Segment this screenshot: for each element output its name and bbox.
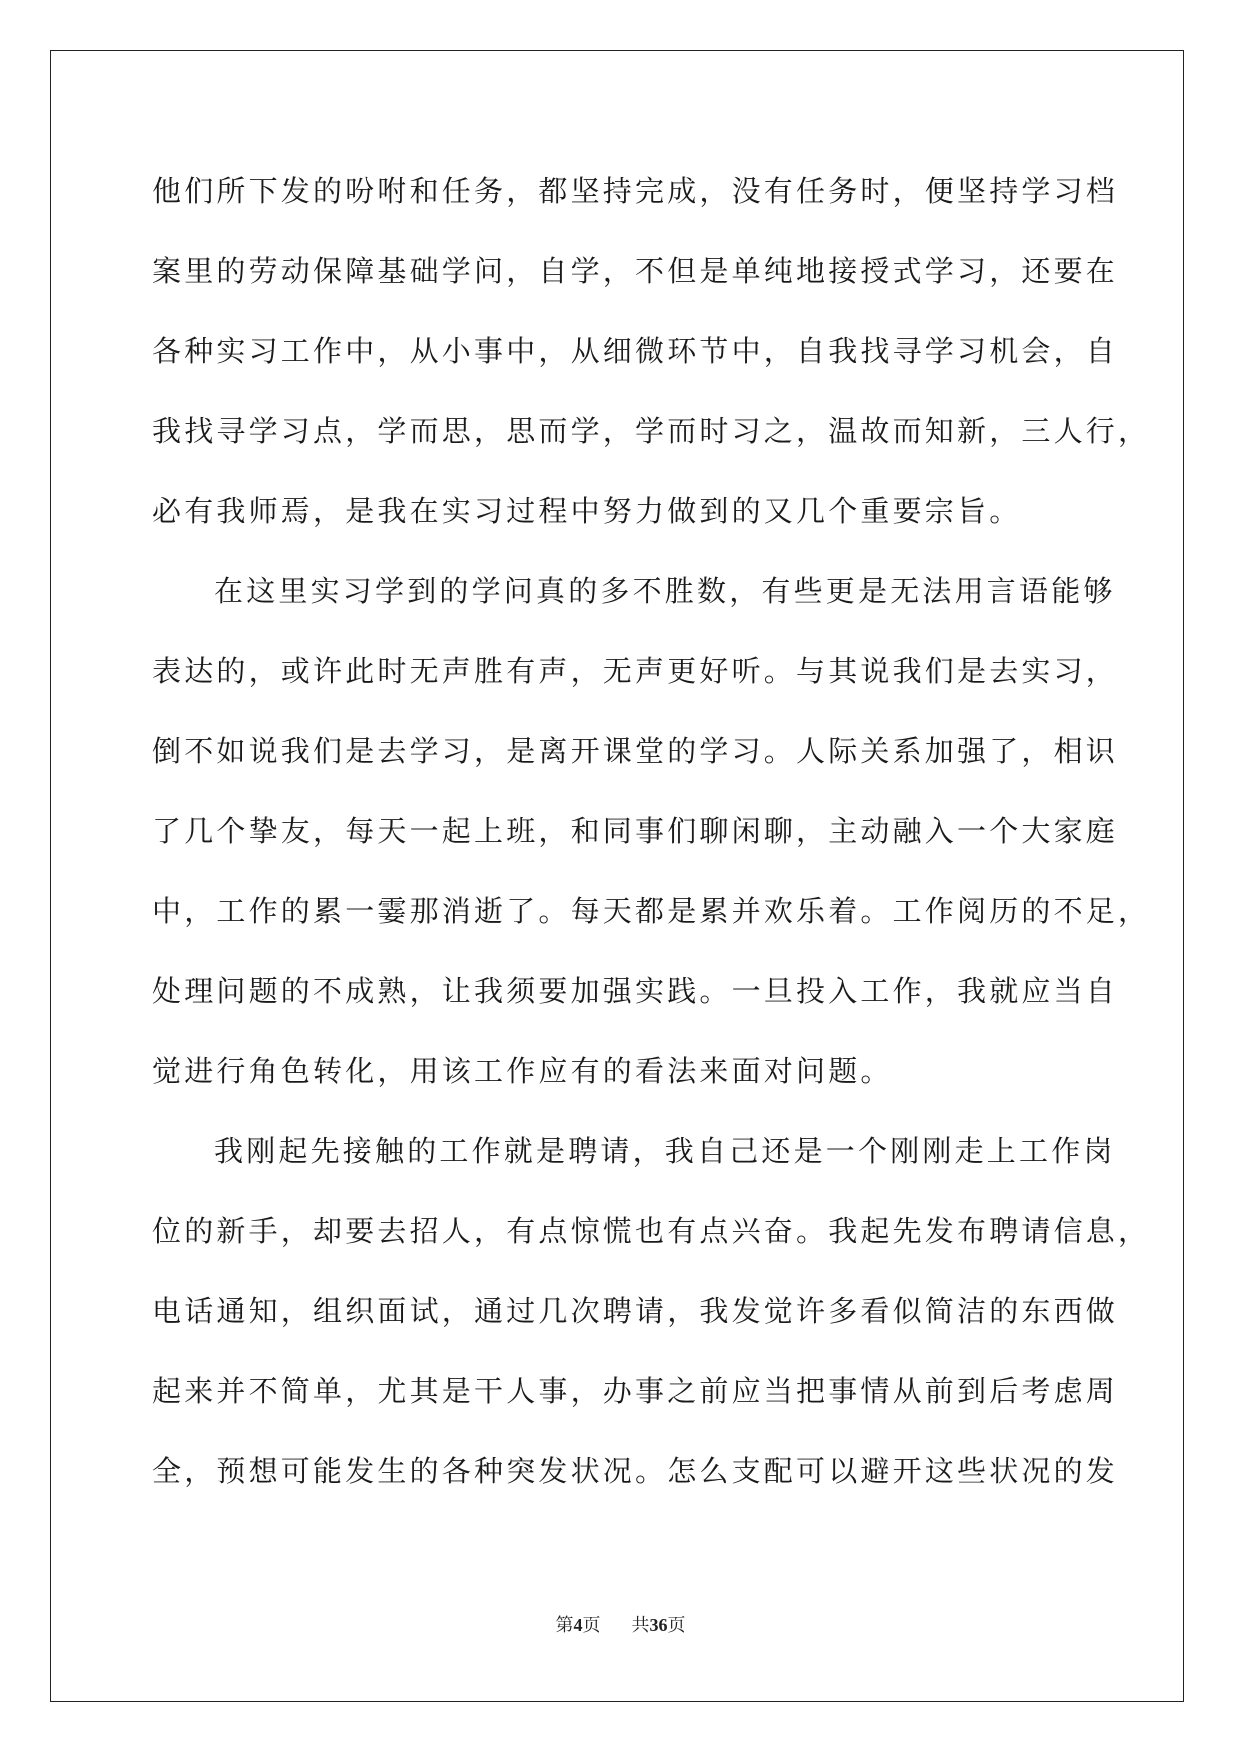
text-line: 中，工作的累一霎那消逝了。每天都是累并欢乐着。工作阅历的不足，	[152, 894, 1151, 928]
page-footer	[0, 1613, 1241, 1637]
text-line: 我找寻学习点，学而思，思而学，学而时习之，温故而知新，三人行，	[152, 414, 1151, 448]
total-prefix: 共	[631, 1615, 650, 1635]
current-page: 4	[573, 1615, 583, 1635]
text-line: 各种实习工作中，从小事中，从细微环节中，自我找寻学习机会，自	[152, 334, 1119, 368]
text-line: 处理问题的不成熟，让我须要加强实践。一旦投入工作，我就应当自	[152, 974, 1119, 1008]
total-page-count: 36	[649, 1615, 668, 1635]
text-line: 必有我师焉，是我在实习过程中努力做到的又几个重要宗旨。	[152, 494, 1022, 528]
text-line: 他们所下发的吩咐和任务，都坚持完成，没有任务时，便坚持学习档	[152, 174, 1119, 208]
page-prefix: 第	[555, 1615, 574, 1635]
total-pages	[632, 1615, 686, 1635]
text-line: 觉进行角色转化，用该工作应有的看法来面对问题。	[152, 1054, 893, 1088]
paragraph-first-line: 我刚起先接触的工作就是聘请，我自己还是一个刚刚走上工作岗	[214, 1134, 1116, 1168]
text-line: 位的新手，却要去招人，有点惊慌也有点兴奋。我起先发布聘请信息，	[152, 1214, 1151, 1248]
text-line: 倒不如说我们是去学习，是离开课堂的学习。人际关系加强了，相识	[152, 734, 1119, 768]
text-line: 案里的劳动保障基础学问，自学，不但是单纯地接授式学习，还要在	[152, 254, 1119, 288]
total-suffix: 页	[667, 1615, 686, 1635]
paragraph-first-line: 在这里实习学到的学问真的多不胜数，有些更是无法用言语能够	[214, 574, 1116, 608]
text-line: 电话通知，组织面试，通过几次聘请，我发觉许多看似简洁的东西做	[152, 1294, 1119, 1328]
text-line: 表达的，或许此时无声胜有声，无声更好听。与其说我们是去实习，	[152, 654, 1119, 688]
text-line: 全，预想可能发生的各种突发状况。怎么支配可以避开这些状况的发	[152, 1454, 1119, 1488]
page-suffix: 页	[582, 1615, 601, 1635]
page-number	[556, 1615, 606, 1635]
text-line: 起来并不简单，尤其是干人事，办事之前应当把事情从前到后考虑周	[152, 1374, 1119, 1408]
text-line: 了几个挚友，每天一起上班，和同事们聊闲聊，主动融入一个大家庭	[152, 814, 1119, 848]
